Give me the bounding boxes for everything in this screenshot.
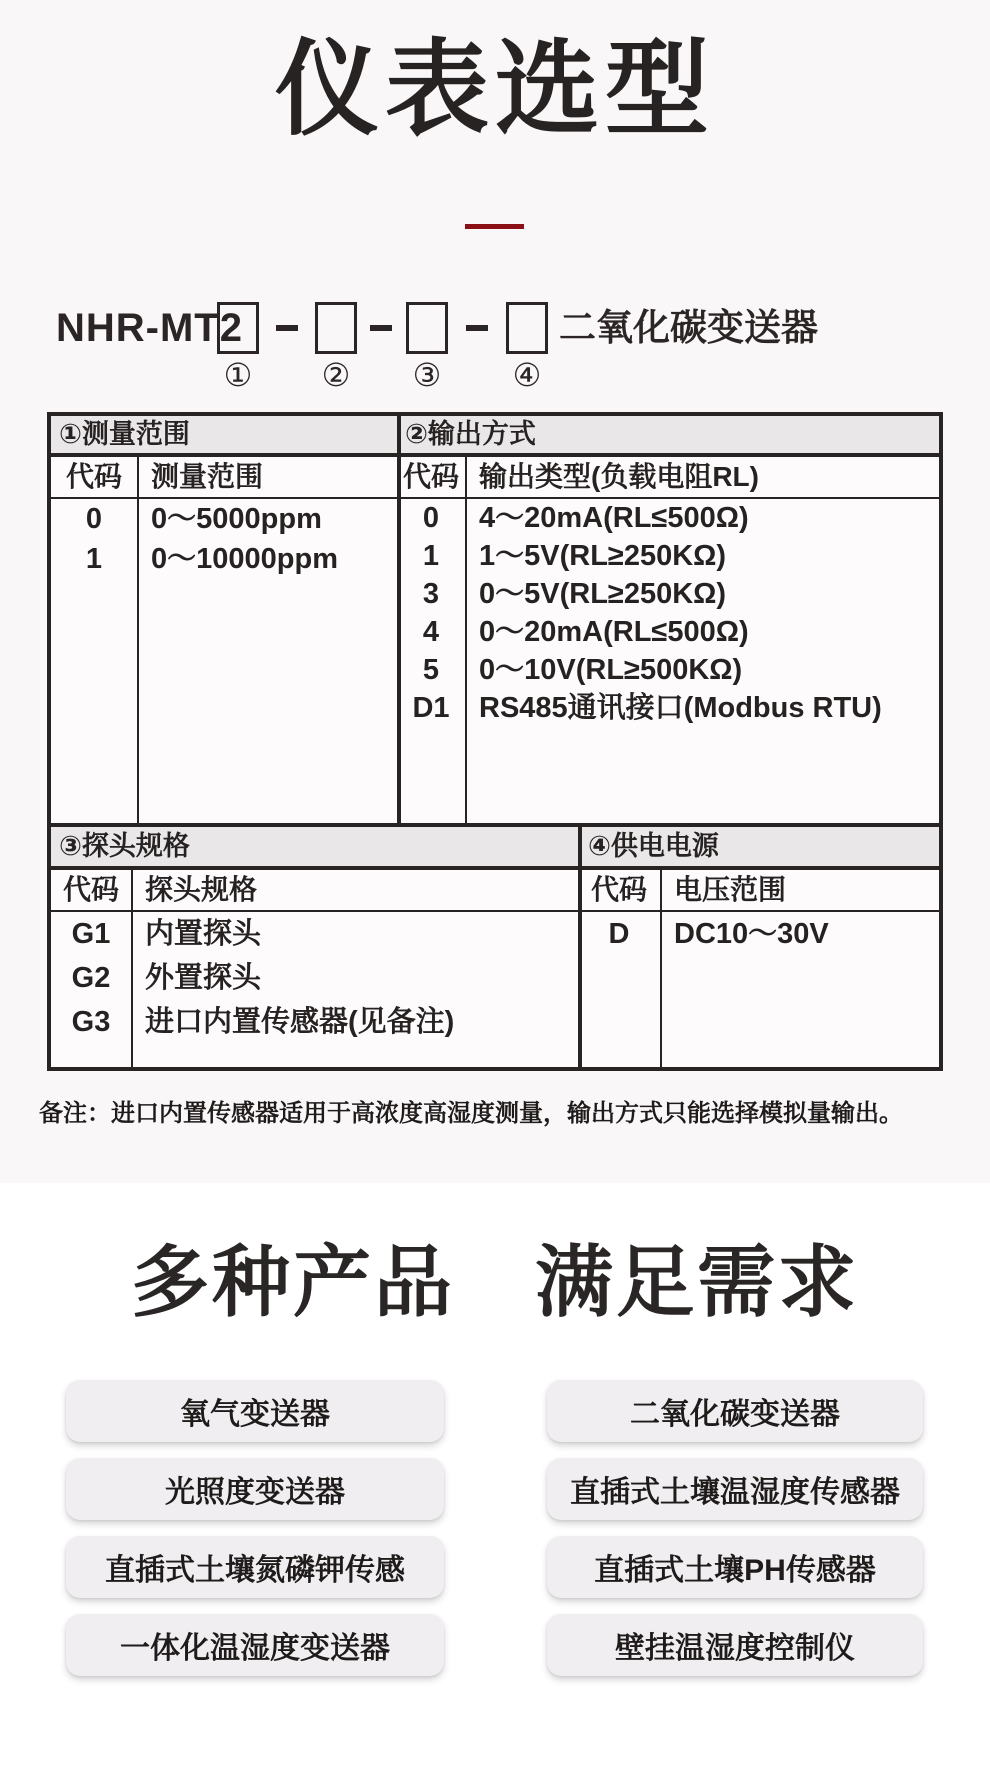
table-grid-line — [660, 870, 662, 1067]
product-button-wall-mounted-temp-humidity-controller[interactable] — [547, 1614, 923, 1676]
s2-row2-code: 1 — [422, 540, 440, 572]
selection-table — [47, 412, 943, 1071]
model-dash — [370, 325, 392, 331]
slot-marker-3: ③ — [412, 357, 442, 393]
product-button-co2-transmitter[interactable] — [547, 1380, 923, 1442]
s3-row1-value: 内置探头 — [145, 918, 262, 950]
s2-row2-value: 1～5V(RL≥250KΩ) — [479, 540, 727, 572]
products-heading-right: 满足需求 — [535, 1238, 860, 1326]
s1-row2-code: 1 — [85, 543, 103, 575]
section3-value-header: 探头规格 — [145, 874, 258, 905]
slot-marker-2: ② — [321, 357, 351, 393]
product-button-label: 二氧化碳变送器 — [630, 1398, 840, 1431]
model-prefix: NHR-MT2 — [56, 306, 243, 350]
slot-marker-4: ④ — [512, 357, 542, 393]
product-button-soil-temp-humidity-sensor[interactable] — [547, 1458, 923, 1520]
section2-value-header: 输出类型(负载电阻RL) — [479, 461, 759, 492]
slot-marker-1: ① — [223, 357, 253, 393]
model-dash — [276, 325, 298, 331]
model-dash — [466, 325, 488, 331]
section2-title: ②输出方式 — [405, 419, 536, 449]
section1-code-header: 代码 — [65, 461, 122, 492]
product-button-label: 壁挂温湿度控制仪 — [615, 1632, 855, 1665]
note-text: 备注：进口内置传感器适用于高浓度高湿度测量，输出方式只能选择模拟量输出。 — [39, 1100, 903, 1127]
section4-title: ④供电电源 — [588, 831, 719, 861]
section4-value-header: 电压范围 — [674, 874, 787, 905]
table-grid-line — [465, 457, 467, 823]
s4-row1-value: DC10～30V — [674, 918, 829, 950]
product-button-soil-npk-sensor[interactable] — [66, 1536, 444, 1598]
model-slot-box-3 — [406, 302, 448, 354]
s1-row1-code: 0 — [85, 503, 103, 535]
s1-row1-value: 0～5000ppm — [151, 503, 322, 535]
products-heading-left: 多种产品 — [130, 1238, 455, 1326]
accent-divider — [465, 224, 524, 229]
model-slot-box-1 — [217, 302, 259, 354]
page-title: 仪表选型 — [274, 32, 715, 148]
section1-title: ①测量范围 — [59, 419, 190, 449]
product-button-label: 光照度变送器 — [165, 1476, 345, 1509]
model-suffix: 二氧化碳变送器 — [559, 307, 818, 348]
product-button-label: 直插式土壤PH传感器 — [594, 1554, 876, 1587]
table-grid-line — [137, 457, 139, 823]
s2-row6-code: D1 — [412, 692, 450, 724]
model-slot-box-2 — [315, 302, 357, 354]
products-heading — [0, 1240, 990, 1324]
s2-row6-value: RS485通讯接口(Modbus RTU) — [479, 692, 882, 724]
product-button-label: 氧气变送器 — [180, 1398, 330, 1431]
product-button-oxygen-transmitter[interactable] — [66, 1380, 444, 1442]
section4-code-header: 代码 — [590, 874, 647, 905]
s3-row3-code: G3 — [71, 1006, 111, 1038]
section3-code-header: 代码 — [62, 874, 119, 905]
section3-title: ③探头规格 — [59, 831, 190, 861]
s2-row3-code: 3 — [422, 578, 440, 610]
product-button-illuminance-transmitter[interactable] — [66, 1458, 444, 1520]
product-button-label: 一体化温湿度变送器 — [120, 1632, 390, 1665]
product-button-label: 直插式土壤温湿度传感器 — [570, 1476, 900, 1509]
section2-code-header: 代码 — [402, 461, 459, 492]
s3-row2-code: G2 — [71, 962, 111, 994]
section1-value-header: 测量范围 — [151, 461, 264, 492]
s2-row4-value: 0～20mA(RL≤500Ω) — [479, 616, 749, 648]
s2-row1-value: 4～20mA(RL≤500Ω) — [479, 502, 749, 534]
s3-row3-value: 进口内置传感器(见备注) — [145, 1006, 455, 1038]
s2-row3-value: 0～5V(RL≥250KΩ) — [479, 578, 727, 610]
s2-row1-code: 0 — [422, 502, 440, 534]
s2-row5-code: 5 — [422, 654, 440, 686]
s4-row1-code: D — [608, 918, 630, 950]
product-button-soil-ph-sensor[interactable] — [547, 1536, 923, 1598]
s1-row2-value: 0～10000ppm — [151, 543, 338, 575]
table-grid-line — [131, 870, 133, 1067]
s2-row4-code: 4 — [422, 616, 440, 648]
s3-row1-code: G1 — [71, 918, 111, 950]
s2-row5-value: 0～10V(RL≥500KΩ) — [479, 654, 743, 686]
product-button-integrated-temp-humidity-transmitter[interactable] — [66, 1614, 444, 1676]
product-button-label: 直插式土壤氮磷钾传感 — [105, 1554, 405, 1587]
s3-row2-value: 外置探头 — [145, 962, 262, 994]
model-slot-box-4 — [506, 302, 548, 354]
